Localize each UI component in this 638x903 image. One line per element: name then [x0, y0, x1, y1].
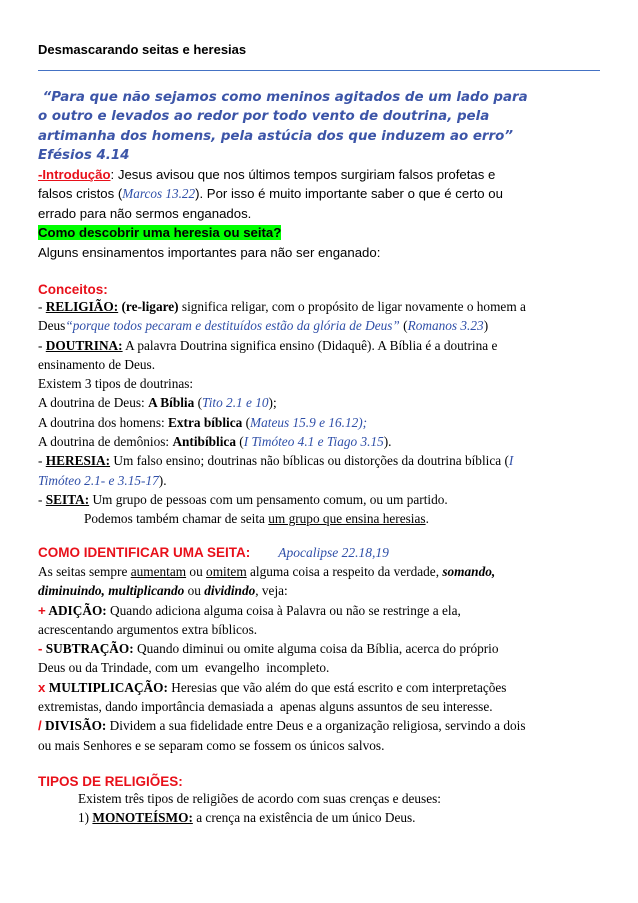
multiply-symbol: x [38, 679, 46, 695]
definition-text: significa religar, com o propósito de ligar novamente o homem a [178, 299, 526, 314]
scripture-reference: I [508, 453, 514, 469]
scripture-reference: I Timóteo 4.1 e Tiago 3.15 [243, 434, 384, 450]
body-text: , veja: [255, 583, 288, 599]
definition-text: Quando adiciona alguma coisa à Palavra ou não se restringe a ela, [106, 602, 461, 618]
term-monoteismo: MONOTEÍSMO: [92, 810, 193, 826]
definition-text: A palavra Doutrina significa ensino (Didaquê). A Bíblia é a doutrina e [122, 337, 498, 353]
quote-line: o outro e levados ao redor por todo vento de doutrina, pela [38, 109, 490, 125]
intro-label: -Introdução [38, 167, 111, 182]
identify-heading: COMO IDENTIFICAR UMA SEITA: [38, 545, 251, 560]
divide-symbol: / [38, 718, 42, 734]
highlighted-question: Como descobrir uma heresia ou seita? [38, 225, 282, 241]
scripture-reference: Romanos 3.23 [407, 318, 484, 334]
intro-text: ). Por isso é muito importante saber o que é certo ou [195, 186, 503, 202]
term-adicao: ADIÇÃO: [45, 602, 107, 618]
list-dash: - [38, 491, 46, 507]
doctrine-type: ). [383, 434, 392, 450]
definition-text: . [425, 511, 429, 527]
list-number: 1) [78, 810, 93, 826]
intro-text: Jesus avisou que nos últimos tempos surgiriam falsos profetas e [114, 167, 496, 182]
epigraph-quote [38, 88, 598, 166]
body-text: Existem três tipos de religiões de acordo com suas crenças e deuses: [78, 791, 441, 806]
term-doutrina: DOUTRINA: [45, 337, 123, 353]
religion-types-section [38, 774, 600, 828]
definition-text: ) [483, 318, 489, 334]
list-dash: - [38, 299, 46, 314]
definition-text: ( [399, 318, 408, 334]
doctrine-type-name: A Bíblia [148, 395, 195, 411]
header-divider [38, 70, 600, 71]
doctrine-type: A doutrina dos homens: [38, 414, 169, 430]
doctrine-type: ( [194, 395, 203, 411]
definition-text: Dividem a sua fidelidade entre Deus e a organização religiosa, servindo a dois [106, 718, 526, 734]
scripture-reference: Mateus 15.9 e 16.12 [250, 414, 359, 430]
underlined-word: aumentam [130, 564, 187, 579]
list-dash: - [38, 453, 46, 469]
term-religiao: RELIGIÃO: [45, 299, 119, 314]
doctrine-type: A doutrina de Deus: [38, 395, 149, 411]
concepts-heading: Conceitos: [38, 282, 108, 297]
plus-symbol: + [38, 602, 46, 618]
underlined-word: omitem [206, 564, 247, 579]
definition-text: ). [158, 472, 167, 488]
quote-line: artimanha dos homens, pela astúcia dos que induzem ao erro” [38, 128, 513, 144]
list-dash: - [38, 337, 46, 353]
definition-text: Um grupo de pessoas com um pensamento comum, ou um partido. [89, 491, 448, 507]
body-text: ou [184, 583, 205, 599]
concepts-section [38, 282, 600, 529]
minus-symbol: - [38, 641, 43, 657]
doctrine-type: A doutrina de demônios: [38, 434, 173, 450]
definition-text: Deus [38, 318, 66, 334]
introduction-section [38, 165, 600, 262]
doctrine-type: ); [268, 395, 277, 411]
quote-line: “Para que não sejamos como meninos agitados de um lado para [38, 90, 528, 105]
intro-text: Alguns ensinamentos importantes para não ser enganado: [38, 244, 381, 260]
doctrine-type-name: Antibíblica [172, 434, 236, 450]
body-text: As seitas sempre [38, 564, 131, 579]
definition-text: Existem 3 tipos de doutrinas: [38, 376, 194, 392]
doctrine-type: ( [242, 414, 251, 430]
definition-text: Quando diminui ou omite alguma coisa da Bíblia, acerca do próprio [133, 641, 499, 657]
definition-text: Heresias que vão além do que está escrito e com interpretações [167, 679, 507, 695]
term-seita: SEITA: [45, 491, 90, 507]
underlined-phrase: um grupo que ensina heresias [268, 511, 426, 527]
document-title: Desmascarando seitas e heresias [38, 42, 247, 57]
term-divisao: DIVISÃO: [41, 718, 107, 734]
definition-text: extremistas, dando importância demasiada a apenas alguns assuntos de seu interesse. [38, 699, 493, 715]
religion-types-heading: TIPOS DE RELIGIÕES: [38, 774, 183, 789]
scripture-quote: “porque todos pecaram e destituídos estão da glória de Deus” [65, 318, 400, 334]
definition-text: acrescentando argumentos extra bíblicos. [38, 621, 258, 637]
definition-text: ou mais Senhores e se separam como se fossem os únicos salvos. [38, 737, 385, 753]
definition-text: Podemos também chamar de seita [84, 511, 269, 527]
doctrine-type: ( [235, 434, 244, 450]
definition-text: a crença na existência de um único Deus. [192, 810, 416, 826]
term-subtracao: SUBTRAÇÃO: [42, 641, 134, 657]
definition-text: ensinamento de Deus. [38, 356, 156, 372]
emphasis-word: dividindo [204, 583, 256, 599]
emphasis-word: somando, [442, 564, 496, 579]
definition-text: Deus ou da Trindade, com um evangelho incompleto. [38, 660, 330, 676]
emphasis-word: diminuindo, multiplicando [38, 583, 185, 599]
doctrine-type: ); [358, 414, 368, 430]
body-text: alguma coisa a respeito da verdade, [246, 564, 443, 579]
body-text: ou [186, 564, 207, 579]
intro-text: falsos cristos ( [38, 186, 123, 202]
term-multiplicacao: MULTIPLICAÇÃO: [45, 679, 168, 695]
intro-text: errado para não sermos enganados. [38, 205, 252, 221]
scripture-reference: Tito 2.1 e 10 [202, 395, 269, 411]
term-etymology: (re-ligare) [118, 299, 179, 314]
identify-section [38, 544, 600, 755]
doctrine-type-name: Extra bíblica [168, 414, 243, 430]
intro-reference: Marcos 13.22 [122, 186, 196, 202]
term-heresia: HERESIA: [45, 453, 111, 469]
scripture-reference: Apocalipse 22.18,19 [278, 545, 389, 560]
definition-text: Um falso ensino; doutrinas não bíblicas ou distorções da doutrina bíblica ( [110, 453, 509, 469]
quote-reference: Efésios 4.14 [38, 148, 130, 164]
intro-colon: : [110, 167, 115, 182]
scripture-reference: Timóteo 2.1- e 3.15-17 [38, 472, 159, 488]
